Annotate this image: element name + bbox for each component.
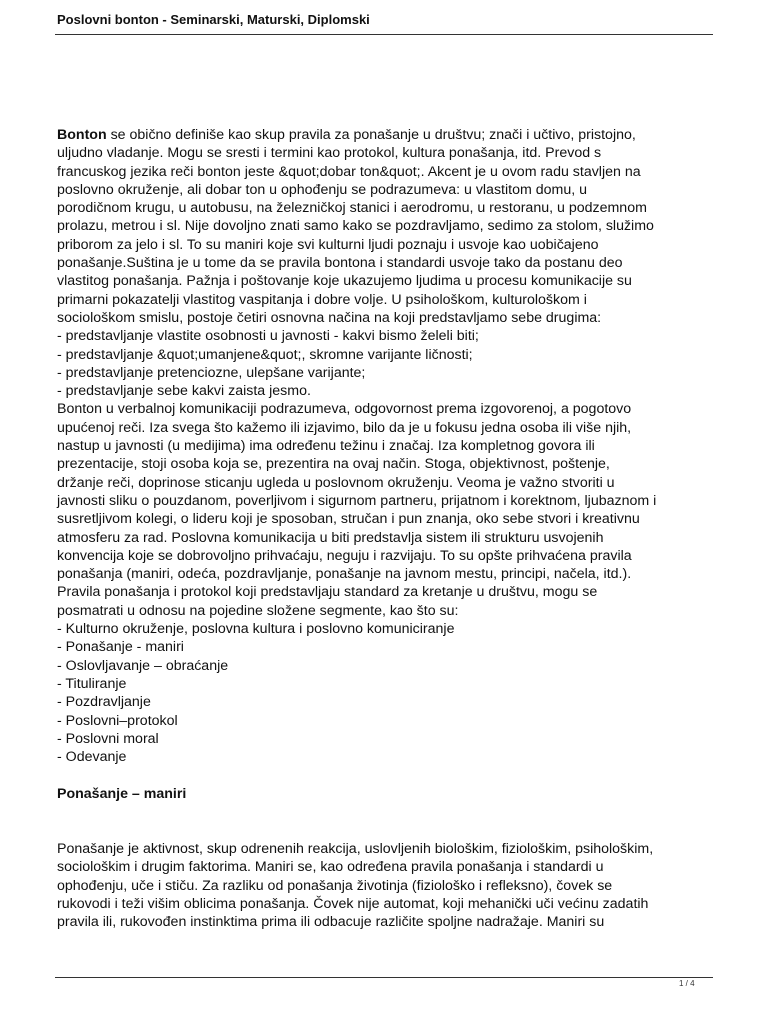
paragraph-line: ponašanja (maniri, odeća, pozdravljanje, ponašanje na javnom mestu, principi, načela, itd.). [57,566,632,583]
paragraph-line: priborom za jelo i sl. To su maniri koje svi kulturni ljudi poznaju i usvoje kao uobičajeno [57,236,599,253]
paragraph-line [57,126,717,144]
paragraph-line: uljudno vladanje. Mogu se sresti i termini kao protokol, kultura ponašanja, itd. Prevod s [57,145,602,162]
page-number: 1 / 4 [679,979,695,988]
list-item: - predstavljanje vlastite osobnosti u javnosti - kakvi bismo želeli biti; [57,328,479,345]
list-item: - Tituliranje [57,675,127,692]
paragraph-line: sociološkom smislu, postoje četiri osnovna načina na koji predstavljamo sebe drugima: [57,309,602,326]
list-item: - Poslovni moral [57,730,159,747]
paragraph-line: prolazu, metrou i sl. Nije dovoljno znati samo kako se pozdravljamo, sedimo za stolom, služimo [57,218,654,235]
paragraph-line: Bonton u verbalnoj komunikaciji podrazumeva, odgovornost prema izgovorenoj, a pogotovo [57,401,632,418]
paragraph-line: javnosti sliku o pouzdanom, poverljivom i sigurnom partneru, prijatnom i korektnom, ljubaznom i [57,492,657,509]
paragraph-line: nastup u javnosti (u medijima) ima određenu težinu i značaj. Iza kompletnog govora ili [57,438,595,455]
paragraph-line: pravila ili, rukovođen instinktima prima ili odbacuje različite spoljne nadražaje. Maniri su [57,914,605,931]
list-item: - Ponašanje - maniri [57,639,184,656]
list-item: - predstavljanje sebe kakvi zaista jesmo. [57,383,311,400]
list-item: - predstavljanje &quot;umanjene&quot;, skromne varijante ličnosti; [57,346,473,363]
paragraph-line: susretljivom kolegi, o lideru koji je sposoban, stručan i pun znanja, oko sebe stvori i kreativnu [57,511,640,528]
header-divider [55,34,713,35]
list-item: - Pozdravljanje [57,694,151,711]
paragraph-line: primarni pokazatelji vlastitog vaspitanja i dobre volje. U psihološkom, kulturološkom i [57,291,587,308]
page-header-title: Poslovni bonton - Seminarski, Maturski, Diplomski [57,12,370,27]
paragraph-line: sociološkim i drugim faktorima. Maniri se, kao određena pravila ponašanja i standardi u [57,859,604,876]
second-paragraph [57,840,717,931]
main-paragraph [57,126,717,766]
list-item: - Kulturno okruženje, poslovna kultura i poslovno komuniciranje [57,621,455,638]
footer-divider [55,977,713,978]
list-item: - Poslovni–protokol [57,712,178,729]
paragraph-line: rukovodi i teži višim oblicima ponašanja. Čovek nije automat, koji mehanički uči većinu zadatih [57,895,649,912]
paragraph-line: upućenoj reči. Iza svega što kažemo ili izjavimo, bilo da je u fokusu jedna osoba ili više njih, [57,419,632,436]
list-item: - Odevanje [57,749,127,766]
paragraph-line: konvencija koje se dobrovoljno prihvaćaju, neguju i razvijaju. To su opšte prihvaćena pravila [57,547,632,564]
list-item: - Oslovljavanje – obraćanje [57,657,229,674]
paragraph-line: vlastitog ponašanja. Pažnja i poštovanje koje ukazujemo ljudima u procesu komunikacije su [57,273,632,290]
paragraph-line: držanje reči, doprinose sticanju ugleda u poslovnom okruženju. Veoma je važno stvoriti u [57,474,615,491]
list-item: - predstavljanje pretenciozne, ulepšane varijante; [57,364,366,381]
paragraph-line: ophođenju, uče i stiču. Za razliku od ponašanja životinja (fiziološko i refleksno), čovek se [57,877,613,894]
section-heading: Ponašanje – maniri [57,786,187,802]
paragraph-line: atmosferu za rad. Poslovna komunikacija u biti predstavlja sistem ili strukturu usvojenih [57,529,604,546]
paragraph-line: porodičnom krugu, u autobusu, na železničkoj stanici i aerodromu, u restoranu, u podzemnom [57,200,647,217]
paragraph-line: posmatrati u odnosu na pojedine složene segmente, kao što su: [57,602,459,619]
term-bonton: Bonton [57,127,107,143]
paragraph-line: Ponašanje je aktivnost, skup odrenenih reakcija, uslovljenih biološkim, fiziološkim, psihološkim, [57,841,654,857]
paragraph-line: prezentacije, stoji osoba koja se, prezentira na ovaj način. Stoga, objektivnost, poštenje, [57,456,610,473]
paragraph-line-rest: se obično definiše kao skup pravila za ponašanje u društvu; znači i učtivo, pristojno, [106,127,636,143]
paragraph-line: poslovno okruženje, ali dobar ton u ophođenju se podrazumeva: u vlastitom domu, u [57,181,587,198]
paragraph-line: ponašanje.Suština je u tome da se pravila bontona i standardi usvoje tako da postanu deo [57,255,623,272]
paragraph-line: francuskog jezika reči bonton jeste &quot;dobar ton&quot;. Akcent je u ovom radu stavljen na [57,163,641,180]
paragraph-line: Pravila ponašanja i protokol koji predstavljaju standard za kretanje u društvu, mogu se [57,584,598,601]
